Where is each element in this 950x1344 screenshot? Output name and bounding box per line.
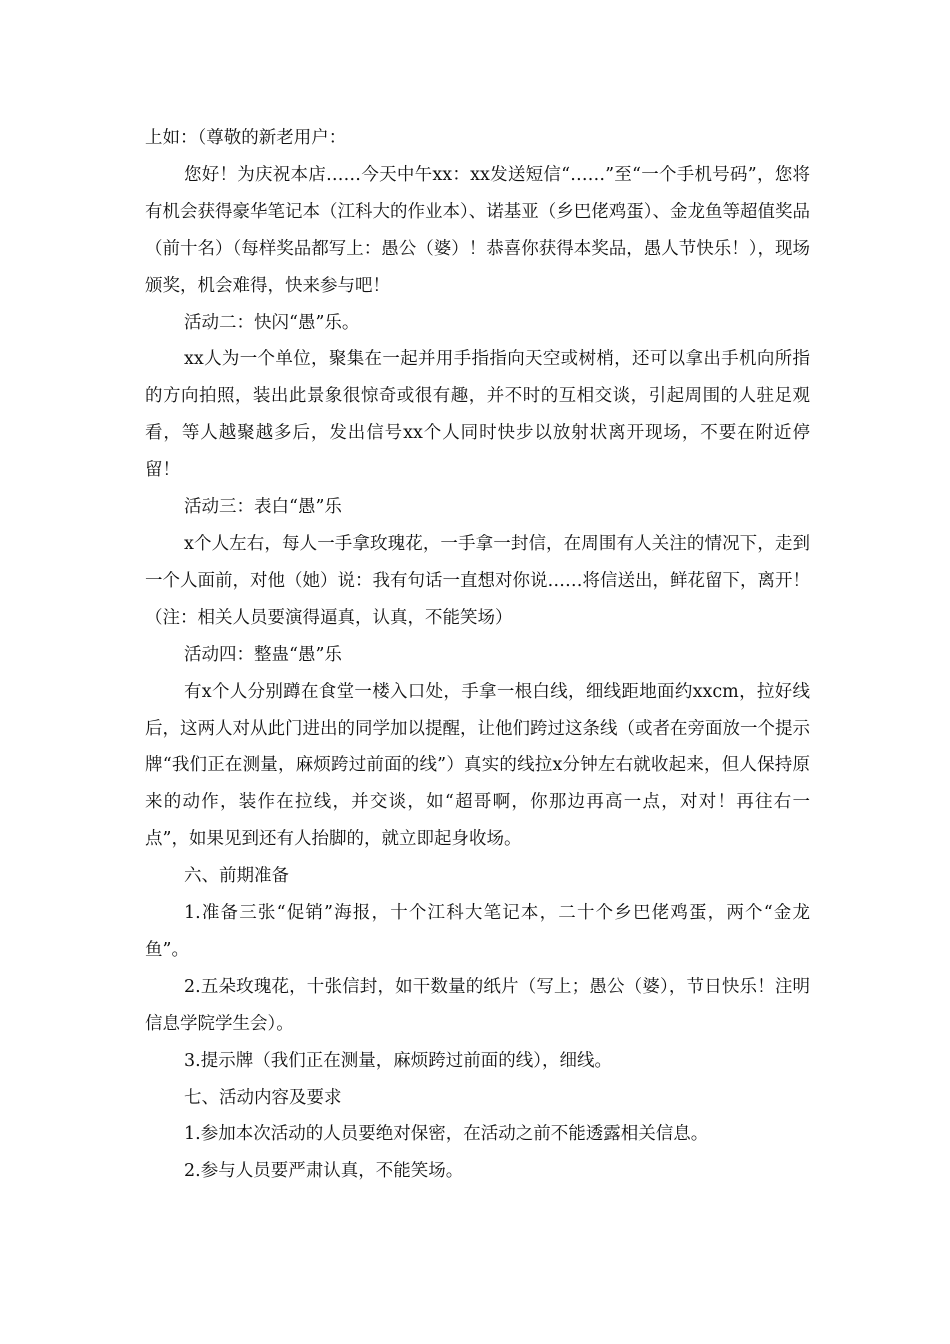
paragraph: xx人为一个单位，聚集在一起并用手指指向天空或树梢，还可以拿出手机向所指的方向拍照，装出此景象很惊奇或很有趣，并不时的互相交谈，引起周围的人驻足观看，等人越聚越多后，发出信号xx个人同时快步以放射状离开现场，不要在附近停留！ (145, 349, 810, 481)
section-heading: 活动二：快闪“愚”乐。 (184, 312, 360, 333)
document-body (145, 120, 810, 1190)
section-heading: 活动三：表白“愚”乐 (184, 497, 342, 518)
list-item: 2.参与人员要严肃认真，不能笑场。 (184, 1161, 464, 1182)
list-item: 2.五朵玫瑰花，十张信封，如干数量的纸片（写上；愚公（婆），节日快乐！注明信息学院学生会）。 (145, 976, 810, 1034)
paragraph: 有x个人分别蹲在食堂一楼入口处，手拿一根白线，细线距地面约xxcm，拉好线后，这两人对从此门进出的同学加以提醒，让他们跨过这条线（或者在旁面放一个提示牌“我们正在测量，麻烦跨过前面的线”）真实的线拉x分钟左右就收起来，但人保持原来的动作，装作在拉线，并交谈，如“超哥啊，你那边再高一点，对对！再往右一点”，如果见到还有人抬脚的，就立即起身收场。 (145, 681, 810, 850)
section-heading: 六、前期准备 (184, 866, 289, 887)
paragraph: 上如：（尊敬的新老用户： (145, 128, 347, 148)
section-heading: 七、活动内容及要求 (184, 1087, 342, 1108)
section-heading: 活动四：整蛊“愚”乐 (184, 644, 342, 665)
paragraph: 您好！为庆祝本店……今天中午xx：xx发送短信“……”至“一个手机号码”，您将有机会获得豪华笔记本（江科大的作业本）、诺基亚（乡巴佬鸡蛋）、金龙鱼等超值奖品（前十名）（每样奖品都写上：愚公（婆）！恭喜你获得本奖品，愚人节快乐！），现场颁奖，机会难得，快来参与吧！ (145, 164, 810, 296)
list-item: 1.准备三张“促销”海报，十个江科大笔记本，二十个乡巴佬鸡蛋，两个“金龙鱼”。 (145, 903, 810, 960)
list-item: 3.提示牌（我们正在测量，麻烦跨过前面的线），细线。 (184, 1050, 612, 1071)
list-item: 1.参加本次活动的人员要绝对保密，在活动之前不能透露相关信息。 (184, 1124, 709, 1145)
paragraph: x个人左右，每人一手拿玫瑰花，一手拿一封信，在周围有人关注的情况下，走到一个人面前，对他（她）说：我有句话一直想对你说……将信送出，鲜花留下，离开！（注：相关人员要演得逼真，认真，不能笑场） (145, 533, 810, 628)
